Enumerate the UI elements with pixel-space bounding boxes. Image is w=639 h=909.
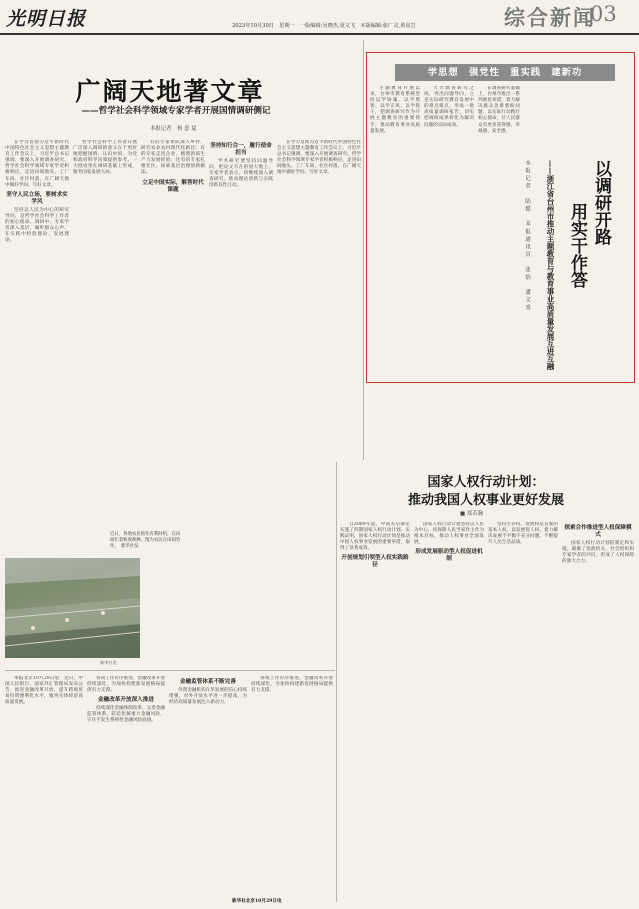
- page-number: 03: [590, 2, 617, 26]
- lead-article-subheading: 坚持知行合一，履行使命担当: [210, 143, 272, 156]
- newspaper-logo: 光明日报: [6, 8, 87, 30]
- rights-article-subtitle: 推动我国人权事业更好发展: [407, 493, 564, 508]
- rights-column-4: [562, 522, 634, 898]
- feature-paragraph: 大兴调查研究之风，突出问题导向，立足实际研究教育发展中的难点堵点，形成一批高质量调研报告，切实把调研成果转化为解决问题的实际成效。: [424, 86, 474, 128]
- feature-column-1: [370, 86, 420, 378]
- lead-article-title: 广阔天地著文章: [75, 77, 265, 106]
- feature-byline: 本报记者 陆健 本报通讯员 张怡 潘文秀: [524, 160, 530, 312]
- section-title: 综合新闻: [504, 5, 596, 30]
- rights-article-byline: ■ 郑若瀚: [460, 511, 483, 517]
- lead-article-paragraph: 在学习贯彻习近平新时代中国特色社会主义思想主题教育工作会议上，习近平总书记强调，要深入开展调查研究。哲学社会科学领域专家学者积极响应，走进田间地头、工厂车间、社区村落，在广阔天地中做好学问、写好文章。: [5, 140, 69, 188]
- finance-column-3: [169, 676, 247, 894]
- lead-article-paragraph: 哲学社会科学工作者开展广泛深入调研的意义在于更好地把握国情、认识中国，为党和政府科学决策提供参考。一大批成果在调研基础上形成，服务国家发展大局。: [73, 140, 137, 176]
- lead-article-byline: 本报记者 杨 意 夏: [150, 126, 197, 132]
- lead-article-subtitle: ——哲学社会科学领域专家学者开展国情调研侧记: [81, 106, 271, 116]
- lead-article-column-4: [209, 140, 273, 554]
- lead-article-paragraph: 有的专家带队深入乡村，研究农业农村现代化路径；有的专家走进企业，梳理新质生产力发展经验；还有的专家扎根社区，探索基层治理创新做法。: [141, 140, 205, 176]
- footer-dateline: 新华社北京10月29日电: [232, 899, 282, 904]
- finance-paragraph: 各项工作有序推进，金融改革开放持续深化，为加快构建新发展格局提供有力支撑。: [87, 676, 165, 694]
- rights-column-3: [488, 522, 558, 898]
- feature-banner: 学思想 强党性 重实践 建新功: [395, 64, 615, 81]
- rights-subheading: 形成发展驱动型人权促进机制: [415, 549, 483, 563]
- lead-article-column-1: [5, 140, 69, 554]
- lead-article-column-2: [73, 140, 137, 554]
- feature-title-line-2: 用实干作答: [567, 203, 587, 288]
- rights-subheading: 开创规划引领型人权实践路径: [341, 555, 409, 569]
- photo-caption: 近日，各地农民抓住有利时机，在田间忙着秋收秋种。图为农民在田间劳作。 新华社发: [110, 532, 181, 549]
- lead-article-paragraph: 坚持以人民为中心的研究导向，是哲学社会科学工作者的初心使命。调研中，专家学者深入基层，倾听群众心声，在实践中检验理论、发展理论。: [5, 207, 69, 244]
- finance-paragraph: 持续深化金融体制改革，完善金融监管体系，防范化解重大金融风险，守住不发生系统性金融风险底线。: [87, 706, 165, 724]
- rights-paragraph: 坚持生存权、发展权是首要的基本人权，以发展促人权，着力解决发展不平衡不充分问题，不断提升人民生活品质。: [488, 522, 558, 546]
- lead-article-column-3: [141, 140, 205, 554]
- feature-title-line-1: 以调研开路: [591, 160, 611, 245]
- rights-subheading: 探索合作推进型人权保障模式: [564, 525, 632, 538]
- finance-paragraph: 本报北京10月29日电 近日，中国人民银行、国家外汇管理局发布公告，推进金融改革开放，提升跨境贸易投资便利化水平，服务实体经济高质量发展。: [5, 676, 83, 706]
- column-divider: [336, 462, 337, 902]
- photo-credit: 新华社发: [100, 660, 117, 665]
- finance-column-4: [251, 676, 333, 894]
- feature-paragraph: 主题教育开展以来，台州市教育系统坚持以学铸魂、以学增智、以学正风、以学促干，把调查研究作为开展主题教育的重要抓手，推动教育事业高质量发展。: [370, 86, 420, 134]
- section-divider: [5, 670, 335, 671]
- finance-paragraph: 外资金融机构在华发展的信心持续增强，对外开放水平进一步提高，为经济高质量发展注入新动力。: [169, 688, 247, 706]
- finance-column-2: [87, 676, 165, 894]
- rights-column-2: [414, 522, 484, 898]
- feature-column-2: [424, 86, 474, 378]
- feature-column-3: [478, 86, 520, 378]
- feature-subtitle: ——浙江省台州市推动主题教育与教育事业高质量发展互进互融: [546, 160, 555, 370]
- finance-paragraph: 各项工作有序推进，金融改革开放持续深化，为加快构建新发展格局提供有力支撑。: [251, 676, 333, 694]
- farmland-photo: [5, 558, 140, 658]
- lead-article-paragraph: 学术研究要坚持问题导向，把论文写在祖国大地上。专家学者表示，将继续深入调查研究，推动理论创新与实践创新良性互动。: [209, 159, 273, 189]
- rights-paragraph: 国家人权行动计划的制定和实施，凝聚了党政机关、社会组织和专家学者的共识，形成了人权保障的强大合力。: [562, 541, 634, 565]
- lead-article-paragraph: 在学习贯彻习近平新时代中国特色社会主义思想主题教育工作会议上，习近平总书记强调，要深入开展调查研究。哲学社会科学领域专家学者积极响应，走进田间地头、工厂车间、社区村落，在广阔天地中做好学问、写好文章。: [277, 140, 361, 176]
- finance-subheading: 金融监管体系不断完善: [180, 679, 236, 685]
- rights-column-1: [340, 522, 410, 898]
- issue-info: 2023年10月30日 星期一 一版编辑:吴晓杰,夏文飞 本版编辑:张广灵,黄显岂: [232, 23, 416, 29]
- feature-paragraph: 在调查研究基础上，台州市推出一系列惠民举措，着力解决群众急难愁盼问题，以实际行动践行初心使命，让人民群众有更多获得感、幸福感、安全感。: [478, 86, 520, 134]
- rights-article-title: 国家人权行动计划：: [427, 475, 545, 490]
- rights-paragraph: 自2009年起，中国先后制定实施了四期国家人权行动计划。实践证明，国家人权行动计划是推动中国人权事业发展的重要举措，取得了显著成效。: [340, 522, 410, 552]
- rights-paragraph: 国家人权行动计划坚持以人民为中心，将保障人民当家作主作为根本目标，推动人权事业全面发展。: [414, 522, 484, 546]
- farmland-photo-illustration: [5, 558, 140, 658]
- masthead-rule: [0, 33, 639, 35]
- lead-article-subheading: 坚守人民立场，要树求实学风: [6, 191, 68, 205]
- finance-column-1: [5, 676, 83, 894]
- column-divider: [363, 40, 364, 460]
- finance-subheading: 金融改革开放深入推进: [98, 697, 154, 704]
- lead-article-subheading: 立足中国实际，解答时代课题: [142, 179, 204, 193]
